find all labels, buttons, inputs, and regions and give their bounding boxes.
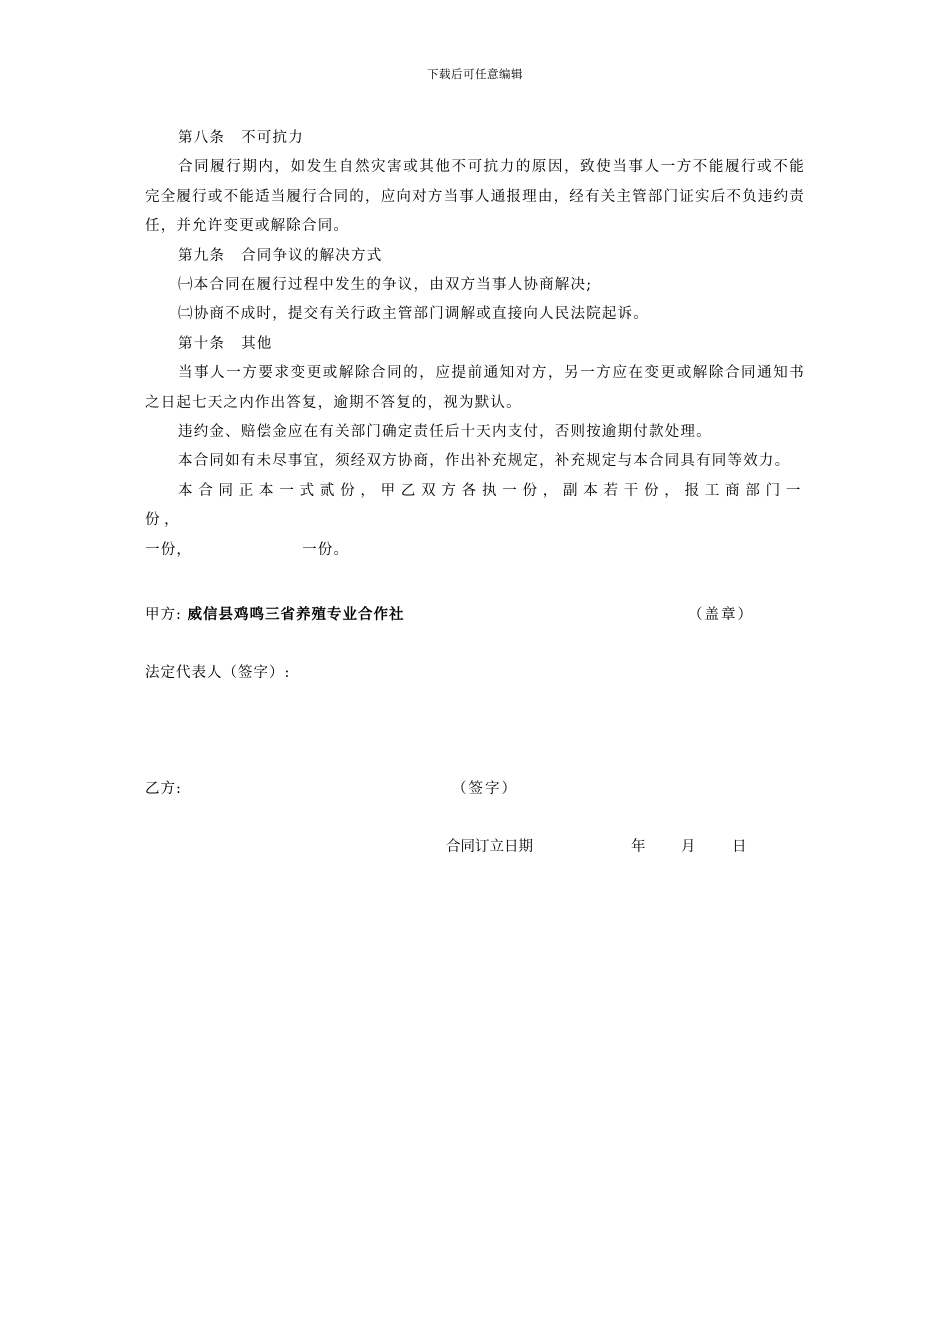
date-day: 日 [732, 839, 747, 855]
party-a-seal: （盖章） [688, 607, 754, 623]
article-10-heading [145, 330, 805, 359]
date-month: 月 [681, 839, 696, 855]
contract-body [145, 124, 805, 565]
copies-b: 一份。 [302, 541, 350, 558]
legal-representative: 法定代表人（签字）: [145, 665, 291, 681]
article-10-paragraph-3: 本合同如有未尽事宜，须经双方协商，作出补充规定，补充规定与本合同具有同等效力。 [178, 453, 791, 470]
article-10-copies [145, 477, 805, 536]
date-year: 年 [631, 839, 646, 855]
article-8-number: 第八条 [178, 130, 226, 146]
copies-line-1: 本合同正本一式贰份，甲乙双方各执一份，副本若干份，报工商部门一份， [145, 482, 805, 529]
party-a-label: 甲方: [145, 607, 182, 623]
party-a-name: 威信县鸡鸣三省养殖专业合作社 [187, 606, 405, 623]
article-8-heading [145, 124, 805, 153]
article-10-number: 第十条 [178, 335, 226, 352]
article-9-number: 第九条 [178, 247, 226, 264]
article-10-copies-continued [145, 536, 805, 565]
article-10-paragraph-2: 违约金、赔偿金应在有关部门确定责任后十天内支付，否则按逾期付款处理。 [178, 424, 712, 441]
article-8-title: 不可抗力 [241, 130, 304, 146]
article-10-paragraph-1: 当事人一方要求变更或解除合同的，应提前通知对方，另一方应在变更或解除合同通知书之日起七天之内作出答复，逾期不答复的，视为默认。 [145, 365, 805, 411]
date-label: 合同订立日期 [446, 839, 533, 855]
article-9-item-1: ㈠本合同在履行过程中发生的争议，由双方当事人协商解决; [178, 277, 593, 294]
copies-a: 一份， [145, 541, 193, 558]
party-b-label: 乙方: [145, 781, 182, 797]
article-9-item-2: ㈡协商不成时，提交有关行政主管部门调解或直接向人民法院起诉。 [178, 306, 649, 323]
party-b-sign: （签字） [452, 781, 518, 797]
article-10-title: 其他 [241, 335, 273, 352]
article-9-heading [145, 242, 805, 271]
article-8-paragraph: 合同履行期内，如发生自然灾害或其他不可抗力的原因，致使当事人一方不能履行或不能完全履行或不能适当履行合同的，应向对方当事人通报理由，经有关主管部门证实后不负违约责任，并允许变更或解除合同。 [145, 159, 805, 235]
article-9-title: 合同争议的解决方式 [241, 247, 383, 264]
party-a-line [145, 603, 405, 624]
header-note: 下载后可任意编辑 [427, 67, 523, 81]
